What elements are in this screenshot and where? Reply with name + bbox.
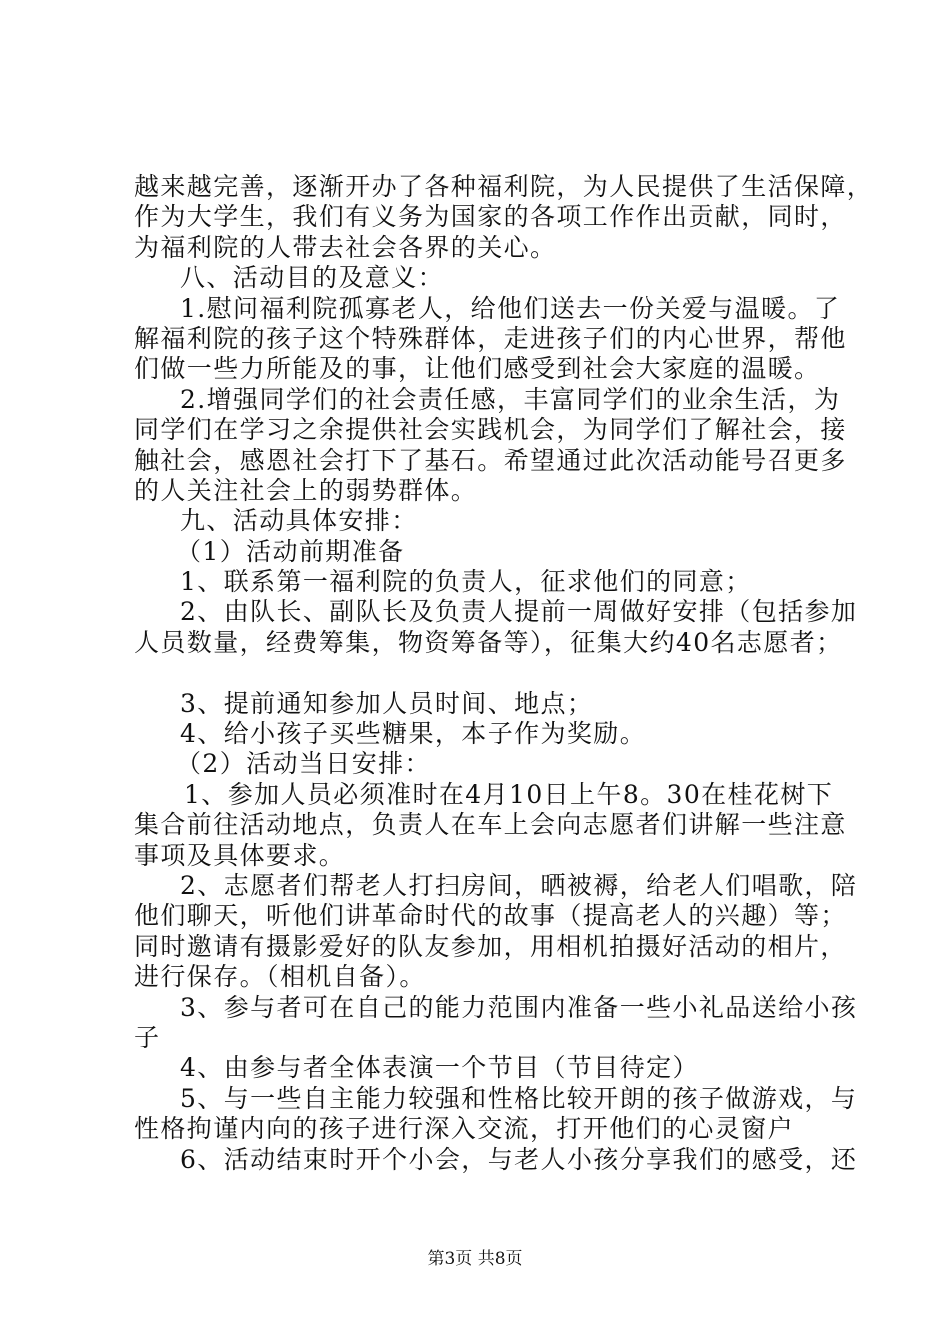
text-line: （1）活动前期准备 (176, 536, 405, 566)
text-line: 触社会，感恩社会打下了基石。希望通过此次活动能号召更多 (134, 445, 847, 475)
text-line: 的人关注社会上的弱势群体。 (134, 475, 478, 505)
text-line: 越来越完善，逐渐开办了各种福利院，为人民提供了生活保障， (134, 172, 874, 201)
text-line: 们做一些力所能及的事，让他们感受到社会大家庭的温暖。 (134, 354, 821, 384)
text-line: 人员数量，经费筹集，物资筹备等），征集大约40名志愿者； (134, 627, 843, 657)
text-line: 4、给小孩子买些糖果，本子作为奖励。 (180, 719, 647, 749)
text-line: 2、志愿者们帮老人打扫房间，晒被褥，给老人们唱歌，陪 (180, 870, 858, 900)
page-footer: 第3页 共8页 (427, 1249, 523, 1269)
document-body (134, 172, 874, 1175)
text-line: 4、由参与者全体表演一个节目（节目待定） (180, 1053, 699, 1083)
text-line: 为福利院的人带去社会各界的关心。 (134, 232, 557, 262)
text-line: 2.增强同学们的社会责任感，丰富同学们的业余生活，为 (180, 384, 841, 414)
blank-line (134, 658, 834, 688)
text-line: 子 (134, 1022, 161, 1052)
text-line: 同学们在学习之余提供社会实践机会，为同学们了解社会，接 (134, 415, 847, 445)
text-line: 进行保存。（相机自备）。 (134, 962, 426, 992)
text-line: 1.慰问福利院孤寡老人，给他们送去一份关爱与温暖。了 (180, 293, 841, 323)
text-line: 解福利院的孩子这个特殊群体，走进孩子们的内心世界，帮他 (134, 323, 847, 353)
text-line: 同时邀请有摄影爱好的队友参加，用相机拍摄好活动的相片， (134, 931, 847, 961)
text-line: 事项及具体要求。 (134, 840, 346, 870)
text-line: 3、参与者可在自己的能力范围内准备一些小礼品送给小孩 (180, 992, 858, 1022)
text-line: 他们聊天，听他们讲革命时代的故事（提高老人的兴趣）等； (134, 901, 847, 931)
text-line: 3、提前通知参加人员时间、地点； (180, 688, 594, 718)
text-line: （2）活动当日安排： (176, 749, 431, 779)
text-line: 集合前往活动地点，负责人在车上会向志愿者们讲解一些注意 (134, 810, 847, 840)
text-line: 6、活动结束时开个小会，与老人小孩分享我们的感受，还 (180, 1144, 858, 1174)
text-line: 八、活动目的及意义： (180, 263, 445, 293)
text-line: 作为大学生，我们有义务为国家的各项工作作出贡献，同时， (134, 202, 847, 232)
text-line: 1、参加人员必须准时在4月10日上午8。30在桂花树下 (184, 779, 834, 809)
text-line: 1、联系第一福利院的负责人，征求他们的同意； (180, 567, 752, 597)
text-line: 性格拘谨内向的孩子进行深入交流，打开他们的心灵窗户 (134, 1114, 795, 1144)
text-line: 2、由队长、副队长及负责人提前一周做好安排（包括参加 (180, 597, 858, 627)
text-line: 5、与一些自主能力较强和性格比较开朗的孩子做游戏，与 (180, 1083, 858, 1113)
text-line: 九、活动具体安排： (180, 506, 418, 536)
